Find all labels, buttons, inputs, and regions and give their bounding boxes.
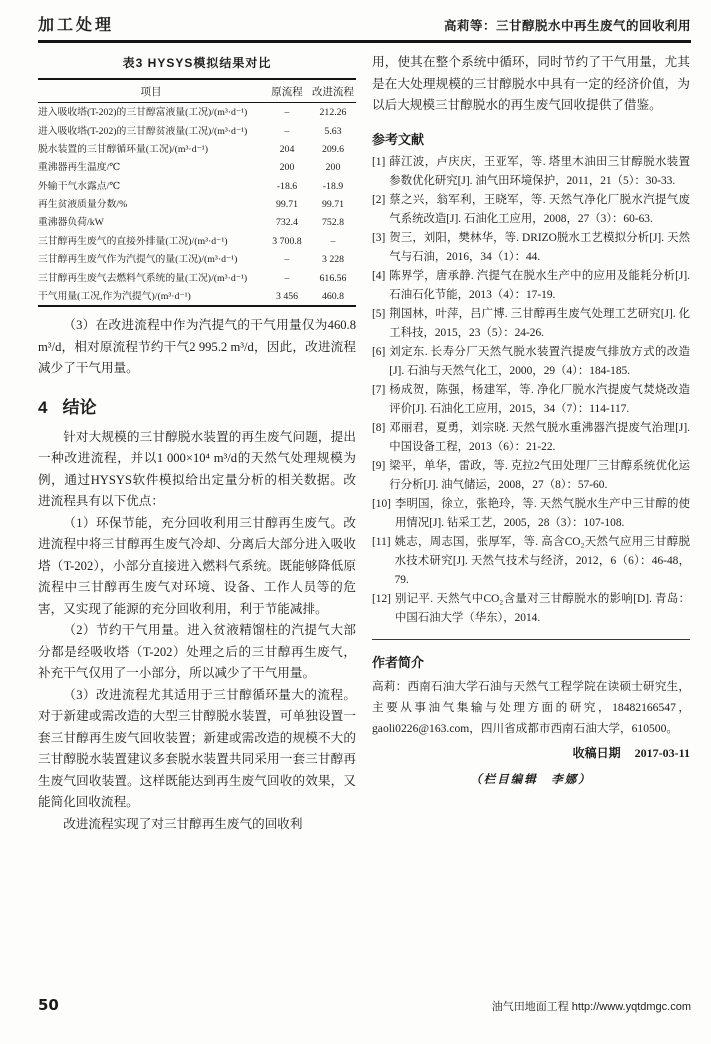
table-row: [38, 103, 356, 122]
table-cell-original: –: [284, 107, 290, 119]
reference-text: 杨成贺，陈强，杨建军，等. 净化厂脱水汽提废气焚烧改造评价[J]. 石油化工应用，2015，34（7）：114-117.: [389, 383, 690, 415]
table-cell-original: 204: [279, 143, 295, 155]
table-cell-improved: 5.63: [324, 125, 342, 137]
table-cell-item: 再生贫液质量分数/%: [38, 199, 128, 211]
table-row: [38, 213, 356, 231]
table-cell-improved: 200: [325, 162, 341, 174]
editor-note: （栏目编辑 李娜）: [470, 773, 592, 786]
table-cell-improved: –: [330, 235, 336, 247]
reference-text: 姚志，周志国，张厚军，等. 高含CO₂天然气应用三甘醇脱水技术研究[J]. 天然气技术与经济，2012，6（6）：46-48，79.: [394, 535, 690, 586]
section-title: 结论: [62, 397, 97, 417]
table-head: [38, 79, 356, 103]
table-cell-original: 732.4: [275, 217, 299, 229]
reference-number: [7]: [372, 383, 386, 396]
two-column-body: [38, 52, 691, 835]
column-section-label: 加工处理: [38, 17, 115, 34]
author-bio: 高莉：西南石油大学石油与天然气工程学院在读硕士研究生，主要从事油气集输与处理方面的研究，18482166547，gaoli0226@163.com，四川省成都市西南石油大学，610500。: [372, 679, 690, 735]
reference-text: 别记平. 天然气中CO₂含量对三甘醇脱水的影响[D]. 青岛：中国石油大学（华东），2014.: [394, 592, 690, 624]
section-heading-conclusion: [38, 393, 356, 418]
table-row: [38, 195, 356, 213]
table-cell-improved: 209.6: [321, 143, 345, 155]
reference-number: [9]: [372, 459, 386, 472]
received-label: 收稿日期: [572, 745, 621, 760]
reference-number: [10]: [372, 497, 391, 510]
section-number: 4: [38, 397, 48, 417]
paragraph-dry-gas-usage: （3）在改进流程中作为汽提气的干气用量仅为460.8 m³/d，相对原流程节约干气2 995.2 m³/d，因此，改进流程减少了干气用量。: [38, 318, 356, 376]
conclusion-paragraph: 改进流程实现了对三甘醇再生废气的回收利: [63, 816, 303, 831]
table-cell-original: 3 700.8: [272, 235, 302, 247]
table-cell-improved: 616.56: [319, 272, 347, 284]
left-column: [38, 52, 356, 835]
reference-item: [372, 191, 690, 229]
conclusion-paragraph: （2）节约干气用量。进入贫液精馏柱的汽提气大部分都是经吸收塔（T-202）处理之后的三甘醇再生废气，补充干气仅用了一小部分，所以减少了干气用量。: [38, 623, 356, 681]
reference-item: [372, 305, 690, 343]
page-header: [38, 12, 691, 35]
table-cell-item: 进入吸收塔(T-202)的三甘醇贫液量(工况)/(m³·d⁻¹): [38, 125, 248, 137]
reference-item: [372, 533, 690, 590]
table-cell-original: –: [284, 254, 290, 266]
table-cell-item: 脱水装置的三甘醇循环量(工况)/(m³·d⁻¹): [38, 143, 208, 155]
reference-text: 薛江波，卢庆庆，王亚军，等. 塔里木油田三甘醇脱水装置参数优化研究[J]. 油气田环境保护，2011，21（5）：30-33.: [389, 155, 690, 187]
reference-number: [4]: [372, 269, 386, 282]
table-body: [38, 103, 356, 307]
reference-item: [372, 343, 690, 381]
table-cell-original: 200: [279, 162, 295, 174]
reference-number: [5]: [372, 307, 386, 320]
reference-item: [372, 153, 690, 191]
table-cell-improved: 3 228: [321, 254, 345, 266]
conclusion-paragraphs: [38, 427, 356, 836]
table-cell-improved: 212.26: [319, 107, 347, 119]
table-cell-improved: 752.8: [321, 217, 345, 229]
table-row: [38, 232, 356, 250]
reference-item: [372, 381, 690, 419]
table-cell-item: 外输干气水露点/℃: [38, 180, 121, 192]
table-cell-item: 三甘醇再生废气的直接外排量(工况)/(m³·d⁻¹): [38, 235, 228, 247]
table-cell-item: 重沸器负荷/kW: [38, 217, 104, 229]
hysys-results-table: [38, 78, 356, 307]
author-section-divider: [372, 639, 690, 640]
reference-item: [372, 590, 690, 628]
reference-text: 刘定东. 长寿分厂天然气脱水装置汽提废气排放方式的改造[J]. 石油与天然气化工，2000，29（4）：184-185.: [389, 345, 690, 377]
table-cell-original: -18.6: [276, 180, 298, 192]
reference-text: 贺三，刘阳，樊林华，等. DRIZO脱水工艺模拟分析[J]. 天然气与石油，2016，34（1）：44.: [389, 231, 690, 263]
table-cell-original: 3 456: [275, 290, 299, 302]
table-cell-improved: -18.9: [322, 180, 344, 192]
conclusion-paragraph: （3）改进流程尤其适用于三甘醇循环量大的流程。对于新建或需改造的大型三甘醇脱水装置，可单独设置一套三甘醇再生废气回收装置；新建或需改造的规模不大的三甘醇脱水装置建议多套脱水装置共同采用一套三甘醇再生废气回收装置。这样既能达到再生废气回收的效果，又能简化回收流程。: [38, 687, 356, 810]
author-heading: 作者简介: [372, 654, 425, 670]
page-footer: [38, 996, 691, 1014]
references-heading: 参考文献: [372, 131, 425, 147]
table-cell-original: –: [284, 125, 290, 137]
table-cell-item: 三甘醇再生废气作为汽提气的量(工况)/(m³·d⁻¹): [38, 254, 238, 266]
page-number: 50: [38, 996, 59, 1014]
table-row: [38, 177, 356, 195]
received-date: 2017-03-11: [634, 745, 690, 760]
reference-number: [3]: [372, 231, 386, 244]
reference-list: [372, 153, 690, 628]
reference-text: 蔡之兴，翁军利，王晓军，等. 天然气净化厂脱水汽提气废气系统改造[J]. 石油化工应用，2008，27（3）：60-63.: [389, 193, 690, 225]
table-cell-item: 重沸器再生温度/℃: [38, 162, 121, 174]
table-cell-item: 三甘醇再生废气去燃料气系统的量(工况)/(m³·d⁻¹): [38, 272, 248, 284]
conclusion-paragraph: （1）环保节能，充分回收利用三甘醇再生废气。改进流程中将三甘醇再生废气冷却、分离后大部分进入吸收塔（T-202），小部分直接进入燃料气系统。既能够降低原流程中三甘醇再生废气对环境、设备、工作人员等的危害，又实现了能源的充分回收利用，利于节能减排。: [38, 515, 356, 616]
table-cell-item: 干气用量(工况,作为汽提气)/(m³·d⁻¹): [38, 290, 191, 302]
table-cell-original: 99.71: [275, 199, 299, 211]
table-caption: 表3 HYSYS模拟结果对比: [122, 56, 272, 70]
reference-number: [12]: [372, 592, 391, 605]
right-column: [372, 52, 690, 835]
reference-number: [1]: [372, 155, 386, 168]
reference-number: [11]: [372, 535, 391, 548]
reference-text: 李明国，徐立，张艳玲，等. 天然气脱水生产中三甘醇的使用情况[J]. 钻采工艺，2005，28（3）：107-108.: [394, 497, 690, 529]
reference-item: [372, 495, 690, 533]
reference-text: 邓丽君，夏勇，刘宗晓. 天然气脱水重沸器汽提废气治理[J]. 中国设备工程，2013（6）：21-22.: [389, 421, 690, 453]
reference-text: 梁平，单华，雷政，等. 克拉2气田处理厂三甘醇系统优化运行分析[J]. 油气储运，2008，27（8）：57-60.: [389, 459, 690, 491]
reference-text: 荆国林，叶萍，吕广博. 三甘醇再生废气处理工艺研究[J]. 化工科技，2015，23（5）：24-26.: [389, 307, 690, 339]
table-header-row: [38, 79, 356, 103]
header-rule: [38, 40, 691, 43]
conclusion-paragraph: 针对大规模的三甘醇脱水装置的再生废气问题，提出一种改进流程，并以1 000×10⁴ m³/d的天然气处理规模为例，通过HYSYS软件模拟给出定量分析的相关数据。改进流程具有以下优点：: [38, 429, 356, 509]
continuation-paragraph: 用，使其在整个系统中循环，同时节约了干气用量，尤其是在大处理规模的三甘醇脱水中具有一定的经济价值，为以后大规模三甘醇脱水的再生废气回收提供了借鉴。: [372, 55, 690, 112]
column-header-improved: 改进流程: [310, 79, 356, 103]
table-cell-original: –: [284, 272, 290, 284]
reference-number: [6]: [372, 345, 386, 358]
received-date-line: [372, 744, 690, 761]
reference-item: [372, 229, 690, 267]
reference-text: 陈界学，唐承静. 汽提气在脱水生产中的应用及能耗分析[J]. 石油石化节能，2013（4）：17-19.: [389, 269, 690, 301]
reference-item: [372, 419, 690, 457]
running-title: 高莉等：三甘醇脱水中再生废气的回收利用: [443, 19, 691, 33]
column-header-original: 原流程: [264, 79, 310, 103]
journal-footer-text: 油气田地面工程 http://www.yqtdmgc.com: [491, 1001, 691, 1013]
table-row: [38, 158, 356, 176]
table-row: [38, 287, 356, 306]
reference-number: [2]: [372, 193, 386, 206]
reference-item: [372, 457, 690, 495]
table-row: [38, 268, 356, 286]
column-header-item: 项目: [38, 79, 264, 103]
reference-item: [372, 267, 690, 305]
table-cell-item: 进入吸收塔(T-202)的三甘醇富液量(工况)/(m³·d⁻¹): [38, 107, 248, 119]
table-row: [38, 250, 356, 268]
table-row: [38, 121, 356, 139]
table-cell-improved: 460.8: [321, 290, 345, 302]
table-row: [38, 140, 356, 158]
reference-number: [8]: [372, 421, 386, 434]
table-cell-improved: 99.71: [321, 199, 345, 211]
